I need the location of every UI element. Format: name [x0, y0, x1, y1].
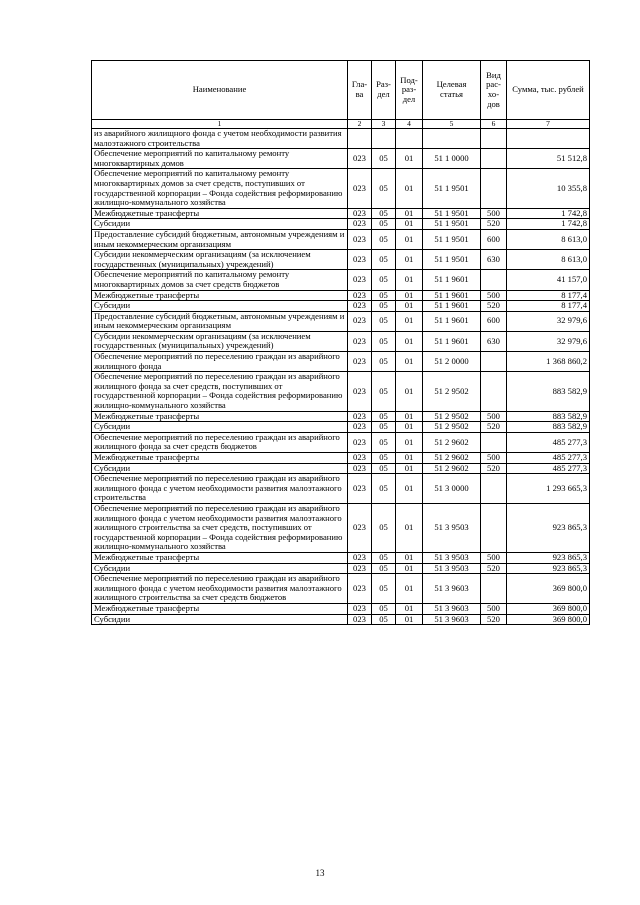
row-sum-cell: 8 177,4	[507, 301, 590, 312]
row-section-cell: 05	[372, 463, 396, 474]
row-expense-type-cell	[481, 372, 507, 411]
table-row	[92, 422, 590, 433]
row-subsection-cell: 01	[396, 474, 423, 504]
table-row	[92, 311, 590, 331]
row-name-cell: Обеспечение мероприятий по капитальному ремонту многоквартирных домов	[92, 149, 348, 169]
table-row	[92, 229, 590, 249]
table-row	[92, 331, 590, 351]
table-row	[92, 603, 590, 614]
row-subsection-cell: 01	[396, 311, 423, 331]
row-name-cell: Обеспечение мероприятий по переселению граждан из аварийного жилищного фонда за счет средств, поступивших от государственной корпорации – Фонда содействия реформированию жилищно-коммунального хозяйства	[92, 372, 348, 411]
row-subsection-cell: 01	[396, 411, 423, 422]
row-chapter-cell: 023	[348, 463, 372, 474]
row-section-cell: 05	[372, 301, 396, 312]
row-section-cell: 05	[372, 270, 396, 290]
row-name-cell: Субсидии	[92, 219, 348, 230]
row-sum-cell	[507, 129, 590, 149]
row-target-article-cell: 51 1 9501	[423, 250, 481, 270]
row-target-article-cell: 51 1 9601	[423, 311, 481, 331]
row-section-cell: 05	[372, 603, 396, 614]
row-expense-type-cell: 520	[481, 422, 507, 433]
row-name-cell: Субсидии	[92, 563, 348, 574]
row-chapter-cell: 023	[348, 503, 372, 552]
header-section: Раз-дел	[372, 61, 396, 120]
row-target-article-cell: 51 1 9601	[423, 270, 481, 290]
row-target-article-cell: 51 3 9603	[423, 574, 481, 604]
table-row	[92, 574, 590, 604]
row-expense-type-cell: 630	[481, 250, 507, 270]
row-sum-cell: 923 865,3	[507, 552, 590, 563]
row-target-article-cell: 51 1 9601	[423, 331, 481, 351]
row-section-cell	[372, 129, 396, 149]
row-chapter-cell: 023	[348, 311, 372, 331]
row-sum-cell: 32 979,6	[507, 331, 590, 351]
row-target-article-cell: 51 2 9502	[423, 411, 481, 422]
table-row	[92, 301, 590, 312]
row-subsection-cell: 01	[396, 614, 423, 625]
row-chapter-cell: 023	[348, 614, 372, 625]
row-name-cell: Межбюджетные трансферты	[92, 603, 348, 614]
row-chapter-cell: 023	[348, 563, 372, 574]
row-chapter-cell: 023	[348, 270, 372, 290]
row-chapter-cell: 023	[348, 432, 372, 452]
row-sum-cell: 369 800,0	[507, 614, 590, 625]
row-subsection-cell: 01	[396, 301, 423, 312]
row-expense-type-cell: 600	[481, 229, 507, 249]
header-target-article: Целевая статья	[423, 61, 481, 120]
row-name-cell: Субсидии некоммерческим организациям (за исключением государственных (муниципальных) учреждений)	[92, 250, 348, 270]
row-chapter-cell: 023	[348, 474, 372, 504]
row-subsection-cell	[396, 129, 423, 149]
column-number: 4	[396, 120, 423, 129]
table-row	[92, 563, 590, 574]
row-name-cell: Субсидии	[92, 301, 348, 312]
row-name-cell: Предоставление субсидий бюджетным, автономным учреждениям и иным некоммерческим организациям	[92, 311, 348, 331]
row-name-cell: Межбюджетные трансферты	[92, 411, 348, 422]
row-sum-cell: 1 742,8	[507, 208, 590, 219]
row-target-article-cell: 51 2 0000	[423, 352, 481, 372]
column-number-row	[92, 120, 590, 129]
row-name-cell: Предоставление субсидий бюджетным, автономным учреждениям и иным некоммерческим организациям	[92, 229, 348, 249]
column-number: 3	[372, 120, 396, 129]
row-expense-type-cell: 500	[481, 290, 507, 301]
column-number: 7	[507, 120, 590, 129]
row-sum-cell: 8 613,0	[507, 250, 590, 270]
table-row	[92, 453, 590, 464]
row-subsection-cell: 01	[396, 219, 423, 230]
row-expense-type-cell: 500	[481, 208, 507, 219]
row-section-cell: 05	[372, 311, 396, 331]
column-number: 5	[423, 120, 481, 129]
row-name-cell: Обеспечение мероприятий по капитальному ремонту многоквартирных домов за счет средств, поступивших от государственной корпорации – Фонда содействия реформированию жилищно-коммунального хозяйства	[92, 169, 348, 208]
row-section-cell: 05	[372, 474, 396, 504]
table-row	[92, 503, 590, 552]
row-section-cell: 05	[372, 331, 396, 351]
row-expense-type-cell	[481, 503, 507, 552]
table-row	[92, 352, 590, 372]
row-target-article-cell: 51 1 9501	[423, 219, 481, 230]
row-name-cell: Обеспечение мероприятий по переселению граждан из аварийного жилищного фонда с учетом необходимости развития малоэтажного жилищного строительства за счет средств бюджетов	[92, 574, 348, 604]
row-target-article-cell: 51 3 9603	[423, 614, 481, 625]
row-section-cell: 05	[372, 503, 396, 552]
header-subsection: Под-раз-дел	[396, 61, 423, 120]
row-sum-cell: 369 800,0	[507, 574, 590, 604]
row-name-cell: Межбюджетные трансферты	[92, 290, 348, 301]
table-header-row	[92, 61, 590, 120]
row-target-article-cell: 51 1 0000	[423, 149, 481, 169]
row-section-cell: 05	[372, 290, 396, 301]
row-expense-type-cell	[481, 169, 507, 208]
column-number: 1	[92, 120, 348, 129]
row-sum-cell: 883 582,9	[507, 411, 590, 422]
row-expense-type-cell: 500	[481, 453, 507, 464]
row-subsection-cell: 01	[396, 422, 423, 433]
row-target-article-cell: 51 2 9602	[423, 463, 481, 474]
row-name-cell: Субсидии	[92, 614, 348, 625]
row-sum-cell: 41 157,0	[507, 270, 590, 290]
table-row	[92, 372, 590, 411]
row-subsection-cell: 01	[396, 552, 423, 563]
row-expense-type-cell: 500	[481, 552, 507, 563]
table-row	[92, 463, 590, 474]
header-expense-type: Вид рас-хо-дов	[481, 61, 507, 120]
row-chapter-cell: 023	[348, 422, 372, 433]
row-target-article-cell: 51 3 9603	[423, 603, 481, 614]
row-subsection-cell: 01	[396, 250, 423, 270]
row-name-cell: Межбюджетные трансферты	[92, 208, 348, 219]
row-target-article-cell: 51 2 9502	[423, 422, 481, 433]
row-sum-cell: 923 865,3	[507, 563, 590, 574]
table-row	[92, 290, 590, 301]
row-expense-type-cell	[481, 474, 507, 504]
row-target-article-cell: 51 3 9503	[423, 552, 481, 563]
row-target-article-cell: 51 2 9602	[423, 453, 481, 464]
row-name-cell: Межбюджетные трансферты	[92, 453, 348, 464]
row-expense-type-cell	[481, 270, 507, 290]
row-section-cell: 05	[372, 169, 396, 208]
row-chapter-cell: 023	[348, 552, 372, 563]
table-row	[92, 270, 590, 290]
row-name-cell: Обеспечение мероприятий по капитальному ремонту многоквартирных домов за счет средств бюджетов	[92, 270, 348, 290]
row-section-cell: 05	[372, 552, 396, 563]
row-target-article-cell: 51 1 9601	[423, 290, 481, 301]
row-sum-cell: 32 979,6	[507, 311, 590, 331]
row-section-cell: 05	[372, 149, 396, 169]
row-section-cell: 05	[372, 229, 396, 249]
row-chapter-cell: 023	[348, 229, 372, 249]
row-name-cell: Субсидии	[92, 422, 348, 433]
row-section-cell: 05	[372, 219, 396, 230]
row-chapter-cell: 023	[348, 331, 372, 351]
row-sum-cell: 485 277,3	[507, 432, 590, 452]
table-row	[92, 129, 590, 149]
row-chapter-cell: 023	[348, 372, 372, 411]
row-expense-type-cell: 520	[481, 463, 507, 474]
row-expense-type-cell: 520	[481, 219, 507, 230]
row-subsection-cell: 01	[396, 290, 423, 301]
row-expense-type-cell: 500	[481, 411, 507, 422]
row-sum-cell: 1 293 665,3	[507, 474, 590, 504]
table-row	[92, 552, 590, 563]
column-number: 2	[348, 120, 372, 129]
header-chapter: Гла-ва	[348, 61, 372, 120]
row-subsection-cell: 01	[396, 270, 423, 290]
row-expense-type-cell	[481, 149, 507, 169]
row-sum-cell: 51 512,8	[507, 149, 590, 169]
row-section-cell: 05	[372, 563, 396, 574]
row-sum-cell: 369 800,0	[507, 603, 590, 614]
budget-table	[91, 60, 590, 625]
table-body	[92, 129, 590, 625]
row-chapter-cell: 023	[348, 453, 372, 464]
table-row	[92, 219, 590, 230]
row-target-article-cell: 51 1 9501	[423, 229, 481, 249]
row-section-cell: 05	[372, 411, 396, 422]
row-chapter-cell: 023	[348, 219, 372, 230]
row-sum-cell: 8 613,0	[507, 229, 590, 249]
row-name-cell: Субсидии некоммерческим организациям (за исключением государственных (муниципальных) учреждений)	[92, 331, 348, 351]
row-subsection-cell: 01	[396, 149, 423, 169]
row-subsection-cell: 01	[396, 503, 423, 552]
row-target-article-cell: 51 3 9503	[423, 503, 481, 552]
row-chapter-cell: 023	[348, 352, 372, 372]
row-sum-cell: 923 865,3	[507, 503, 590, 552]
table-row	[92, 474, 590, 504]
row-target-article-cell: 51 3 0000	[423, 474, 481, 504]
row-expense-type-cell: 520	[481, 563, 507, 574]
row-expense-type-cell: 630	[481, 331, 507, 351]
row-section-cell: 05	[372, 372, 396, 411]
row-sum-cell: 485 277,3	[507, 463, 590, 474]
table-row	[92, 432, 590, 452]
row-target-article-cell: 51 1 9501	[423, 208, 481, 219]
table-row	[92, 250, 590, 270]
row-section-cell: 05	[372, 574, 396, 604]
row-subsection-cell: 01	[396, 169, 423, 208]
table-row	[92, 169, 590, 208]
table-row	[92, 208, 590, 219]
row-target-article-cell: 51 2 9602	[423, 432, 481, 452]
row-subsection-cell: 01	[396, 229, 423, 249]
row-sum-cell: 485 277,3	[507, 453, 590, 464]
row-name-cell: Субсидии	[92, 463, 348, 474]
row-expense-type-cell: 500	[481, 603, 507, 614]
row-chapter-cell: 023	[348, 301, 372, 312]
row-expense-type-cell: 520	[481, 614, 507, 625]
row-subsection-cell: 01	[396, 563, 423, 574]
row-name-cell: Межбюджетные трансферты	[92, 552, 348, 563]
row-expense-type-cell: 600	[481, 311, 507, 331]
header-sum: Сумма, тыс. рублей	[507, 61, 590, 120]
row-chapter-cell: 023	[348, 290, 372, 301]
row-target-article-cell: 51 1 9601	[423, 301, 481, 312]
table-row	[92, 149, 590, 169]
row-expense-type-cell	[481, 574, 507, 604]
row-section-cell: 05	[372, 422, 396, 433]
row-sum-cell: 1 742,8	[507, 219, 590, 230]
row-section-cell: 05	[372, 208, 396, 219]
row-chapter-cell: 023	[348, 208, 372, 219]
row-section-cell: 05	[372, 250, 396, 270]
row-expense-type-cell: 520	[481, 301, 507, 312]
row-name-cell: из аварийного жилищного фонда с учетом необходимости развития малоэтажного строительства	[92, 129, 348, 149]
row-subsection-cell: 01	[396, 352, 423, 372]
row-name-cell: Обеспечение мероприятий по переселению граждан из аварийного жилищного фонда с учетом необходимости развития малоэтажного жилищного строительства за счет средств, поступивших от государственной корпорации – Фонда содействия реформированию жилищно-коммунального хозяйства	[92, 503, 348, 552]
row-sum-cell: 8 177,4	[507, 290, 590, 301]
row-target-article-cell: 51 1 9501	[423, 169, 481, 208]
row-expense-type-cell	[481, 352, 507, 372]
row-section-cell: 05	[372, 614, 396, 625]
row-chapter-cell: 023	[348, 149, 372, 169]
row-subsection-cell: 01	[396, 453, 423, 464]
row-sum-cell: 10 355,8	[507, 169, 590, 208]
row-name-cell: Обеспечение мероприятий по переселению граждан из аварийного жилищного фонда за счет средств бюджетов	[92, 432, 348, 452]
row-sum-cell: 1 368 860,2	[507, 352, 590, 372]
row-subsection-cell: 01	[396, 463, 423, 474]
row-chapter-cell	[348, 129, 372, 149]
header-name: Наименование	[92, 61, 348, 120]
row-target-article-cell: 51 3 9503	[423, 563, 481, 574]
row-chapter-cell: 023	[348, 411, 372, 422]
page-number: 13	[315, 868, 325, 878]
row-subsection-cell: 01	[396, 372, 423, 411]
row-subsection-cell: 01	[396, 331, 423, 351]
row-name-cell: Обеспечение мероприятий по переселению граждан из аварийного жилищного фонда с учетом необходимости развития малоэтажного строительства	[92, 474, 348, 504]
row-section-cell: 05	[372, 352, 396, 372]
row-subsection-cell: 01	[396, 432, 423, 452]
column-number: 6	[481, 120, 507, 129]
row-target-article-cell: 51 2 9502	[423, 372, 481, 411]
row-chapter-cell: 023	[348, 603, 372, 614]
row-expense-type-cell	[481, 432, 507, 452]
row-sum-cell: 883 582,9	[507, 372, 590, 411]
row-subsection-cell: 01	[396, 603, 423, 614]
table-row	[92, 614, 590, 625]
row-name-cell: Обеспечение мероприятий по переселению граждан из аварийного жилищного фонда	[92, 352, 348, 372]
row-target-article-cell	[423, 129, 481, 149]
row-expense-type-cell	[481, 129, 507, 149]
row-subsection-cell: 01	[396, 574, 423, 604]
row-sum-cell: 883 582,9	[507, 422, 590, 433]
row-chapter-cell: 023	[348, 250, 372, 270]
row-section-cell: 05	[372, 432, 396, 452]
table-row	[92, 411, 590, 422]
row-chapter-cell: 023	[348, 574, 372, 604]
row-subsection-cell: 01	[396, 208, 423, 219]
row-section-cell: 05	[372, 453, 396, 464]
row-chapter-cell: 023	[348, 169, 372, 208]
